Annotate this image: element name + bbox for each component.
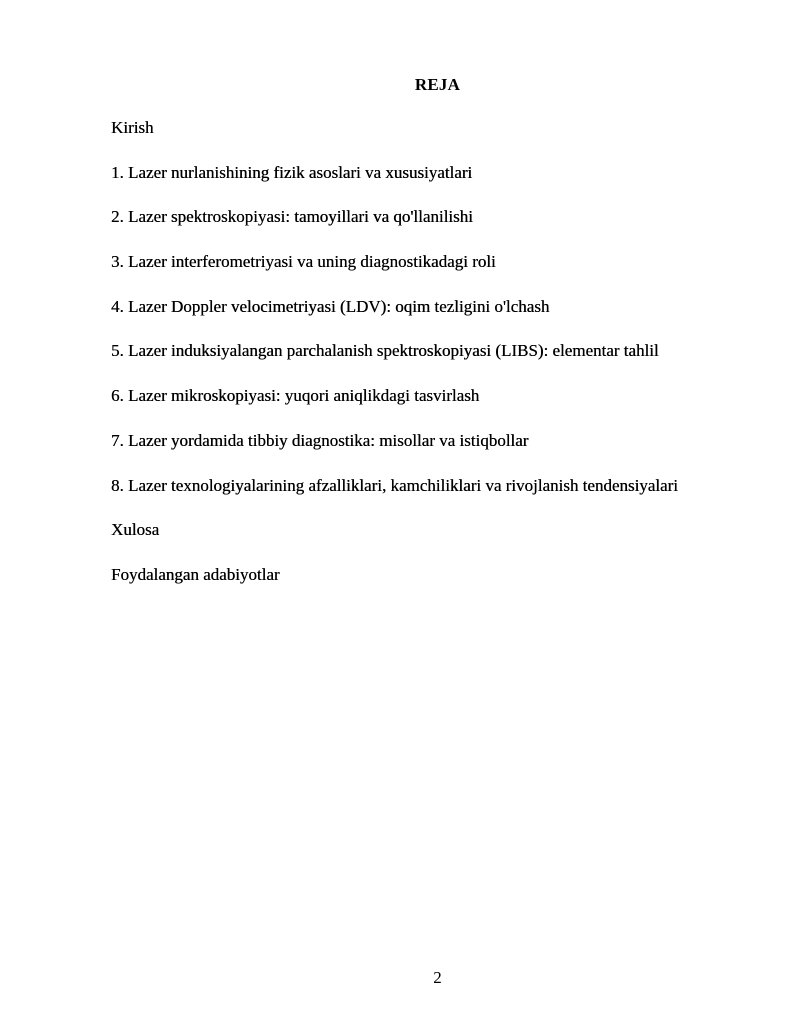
toc-item-conclusion: Xulosa xyxy=(111,520,160,540)
table-of-contents xyxy=(111,118,678,610)
toc-item-5: 5. Lazer induksiyalangan parchalanish spektroskopiyasi (LIBS): elementar tahlil xyxy=(111,341,659,361)
toc-item-8: 8. Lazer texnologiyalarining afzalliklari, kamchiliklari va rivojlanish tendensiyalari xyxy=(111,475,678,495)
toc-item-references: Foydalangan adabiyotlar xyxy=(111,564,280,584)
toc-item-2: 2. Lazer spektroskopiyasi: tamoyillari va qo'llanilishi xyxy=(111,207,473,227)
toc-item-4: 4. Lazer Doppler velocimetriyasi (LDV): oqim tezligini o'lchash xyxy=(111,296,550,316)
toc-item-6: 6. Lazer mikroskopiyasi: yuqori aniqlikdagi tasvirlash xyxy=(111,386,480,406)
toc-item-7: 7. Lazer yordamida tibbiy diagnostika: misollar va istiqbollar xyxy=(111,430,529,450)
toc-item-introduction: Kirish xyxy=(111,118,154,137)
page-title: REJA xyxy=(414,75,461,94)
toc-item-3: 3. Lazer interferometriyasi va uning diagnostikadagi roli xyxy=(111,252,496,272)
toc-item-1: 1. Lazer nurlanishining fizik asoslari va xususiyatlari xyxy=(111,162,473,182)
page-number: 2 xyxy=(433,968,442,987)
